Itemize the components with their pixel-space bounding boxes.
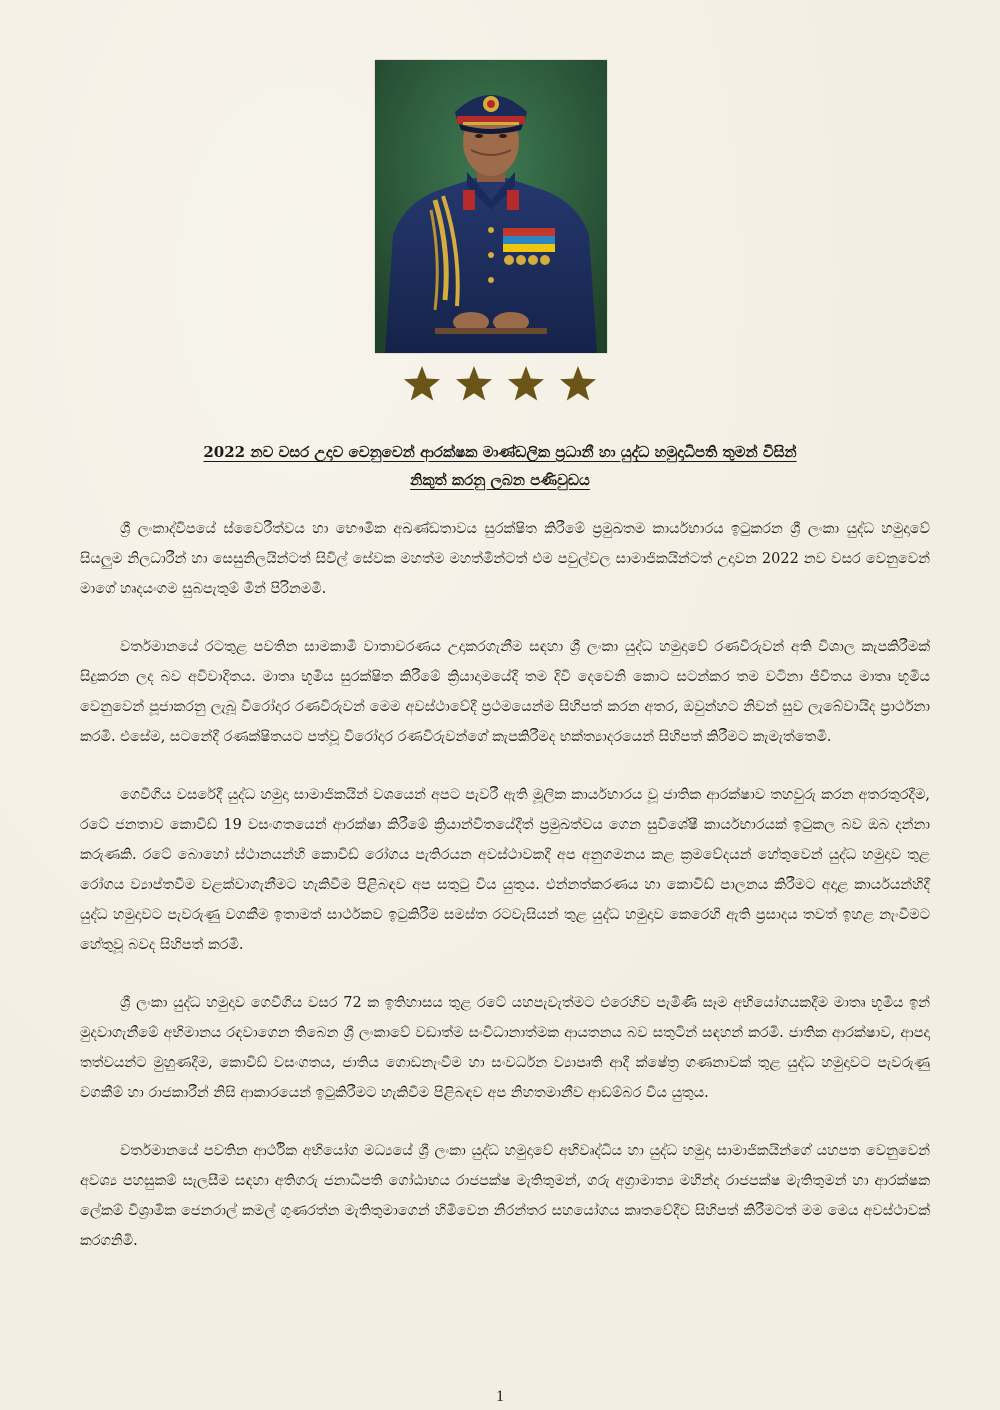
paragraph-5: වර්තමානයේ පවතින ආර්ථික අභියෝග මධ්‍යයේ ශ්‍රී ලංකා යුද්ධ හමුදාවේ අභිවෘද්ධිය හා යුද්ධ හමුදා සාමාජිකයින්ගේ යහපත වෙනුවෙන් අවශ්‍ය පහසුකම් සැලසීම සඳහා අතිගරු ජනාධිපති ගෝඨාභය රාජපක්ෂ මැතිතුමන්, ගරු අග්‍රාමාත්‍ය මහින්ද රාජපක්ෂ මැතිතුමන් හා ආරක්ෂක ලේකම් විශ්‍රාමික ජෙනරාල් කමල් ගුණරත්න මැතිතුමාගෙන් හිමිවෙන නිරන්තර සහයෝගය කෘතවේදීව සිහිපත් කිරීමටත් මම මෙය අවස්ථාවක් කරගනිමි. <box>80 1143 930 1249</box>
paragraph-1: ශ්‍රී ලංකාද්විපයේ ස්වෛරීත්වය හා භෞමික අඛණ්ඩතාවය සුරක්ෂිත කිරීමේ ප්‍රමුඛතම කාර්යභාරය ඉටුකරන ශ්‍රී ලංකා යුද්ධ හමුදාවේ සියලුම නිලධාරීන් හා සෙසුනිලයින්ටත් සිවිල් සේවක මහත්ම මහත්මීන්ටත් එම පවුල්වල සාමාජිකයින්ටත් උදාවන 2022 නව වසර වෙනුවෙන් මාගේ හෘදයංගම සුබපැතුම් මින් පිරිනමමි. <box>80 521 930 597</box>
rank-star-icon <box>506 364 546 404</box>
paragraph-4: ශ්‍රී ලංකා යුද්ධ හමුදාව ගෙවීගිය වසර 72 ක ඉතිහාසය තුළ රටේ යහපැවැත්මට එරෙහිව පැමිණි සෑම අභියෝගයකදීම මාතෘ භූමිය ඉන් මුදවාගැනීමේ අභිමානය රඳවාගෙන තිබෙන ශ්‍රී ලංකාවේ වඩාත්ම සංවිධානාත්මක ආයතනය බව සතුටින් සඳහන් කරමි. ජාතික ආරක්ෂාව, ආපදා තත්වයන්ට මුහුණදීම, කොවිඩ් වසංගතය, ජාතිය ගොඩනැංවීම හා සංවර්ධන ව්‍යාපෘති ආදී ක්ෂේත්‍ර ගණනාවක් තුළ යුද්ධ හමුදාවට පැවරුණු වගකීම් හා රාජකාරීන් නිසි ආකාරයෙන් ඉටුකිරීමට හැකිවීම පිළිබඳව අප නිහතමානීව ආඩම්බර විය යුතුය. <box>80 995 930 1101</box>
paragraph-2: වර්තමානයේ රටතුළ පවතින සාමකාමී වාතාවරණය උදාකරගැනීම සඳහා ශ්‍රී ලංකා යුද්ධ හමුදාවේ රණවිරුවන් අති විශාල කැපකිරීමක් සිදුකරන ලද බව අවිවාදිතය. මාතෘ භූමිය සුරක්ෂිත කිරීමේ ක්‍රියාදාමයේදී තම දිවි දෙවෙනි කොට සටන්කර තම වටිනා ජීවිතය මාතෘ භූමිය වෙනුවෙන් පූජාකරනු ලැබූ වීරෝදාර රණවිරුවන් මෙම අවස්ථාවේදී ප්‍රථමයෙන්ම සිහිපත් කරන අතර, ඔවුන්හට නිවන් සුව ලැබේවායිද ප්‍රාර්ථනා කරමි. එසේම, සටනේදී රණක්ෂිතයට පත්වූ වීරෝදාර රණවිරුවන්ගේ කැපකිරීමද භක්ත්‍යාදරයෙන් සිහිපත් කිරීමට කැමැත්තෙමි. <box>80 639 930 745</box>
portrait-photo <box>375 60 607 353</box>
title-line-2: නිකුත් කරනු ලබන පණිවුඩය <box>410 471 590 489</box>
rank-star-icon <box>454 364 494 404</box>
paragraph-3: ගෙවීගිය වසරේදී යුද්ධ හමුදා සාමාජිකයින් වශයෙන් අපට පැවරී ඇති මූලික කාර්යභාරය වූ ජාතික ආරක්ෂාව තහවුරු කරන අතරතුරදීම, රටේ ජනතාව කොවිඩ් 19 වසංගතයෙන් ආරක්ෂා කිරීමේ ක්‍රියාන්විතයේදීත් ප්‍රමුඛත්වය ගෙන සුවිශේෂී කාර්යභාරයක් ඉටුකල බව ඔබ දන්නා කරුණකි. රටේ බොහෝ ස්ථානයන්හි කොවිඩ් රෝගය පැතිරයන අවස්ථාවකදී අප අනුගමනය කළ ක්‍රමවේදයන් හේතුවෙන් යුද්ධ හමුදාව තුළ රෝගය ව්‍යාප්තවීම වළක්වාගැනීමට හැකිවීම පිළිබඳව අප සතුටු විය යුතුය. එන්නත්කරණය හා කොවිඩ් පාලනය කිරීමට අදාළ කාර්යයන්හිදී යුද්ධ හමුදාවට පැවරුණු වගකීම ඉතාමත් සාර්ථකව ඉටුකිරීම සමස්ත රටවැසියන් තුළ යුද්ධ හමුදාව කෙරෙහි ඇති ප්‍රසාදය තවත් ඉහළ නැංවීමට හේතුවූ බවද සිහිපත් කරමි. <box>80 787 930 953</box>
rank-star-icon <box>402 364 442 404</box>
title-line-1: 2022 නව වසර උදාව වෙනුවෙන් ආරක්ෂක මාණ්ඩලික ප්‍රධානී හා යුද්ධ හමුදාධිපති තුමන් විසින් <box>203 443 797 461</box>
message-body <box>80 514 930 1284</box>
page-number: 1 <box>496 1388 504 1405</box>
rank-stars <box>0 364 1000 404</box>
document-title <box>60 438 940 494</box>
rank-star-icon <box>558 364 598 404</box>
officer-portrait-image <box>375 60 607 353</box>
